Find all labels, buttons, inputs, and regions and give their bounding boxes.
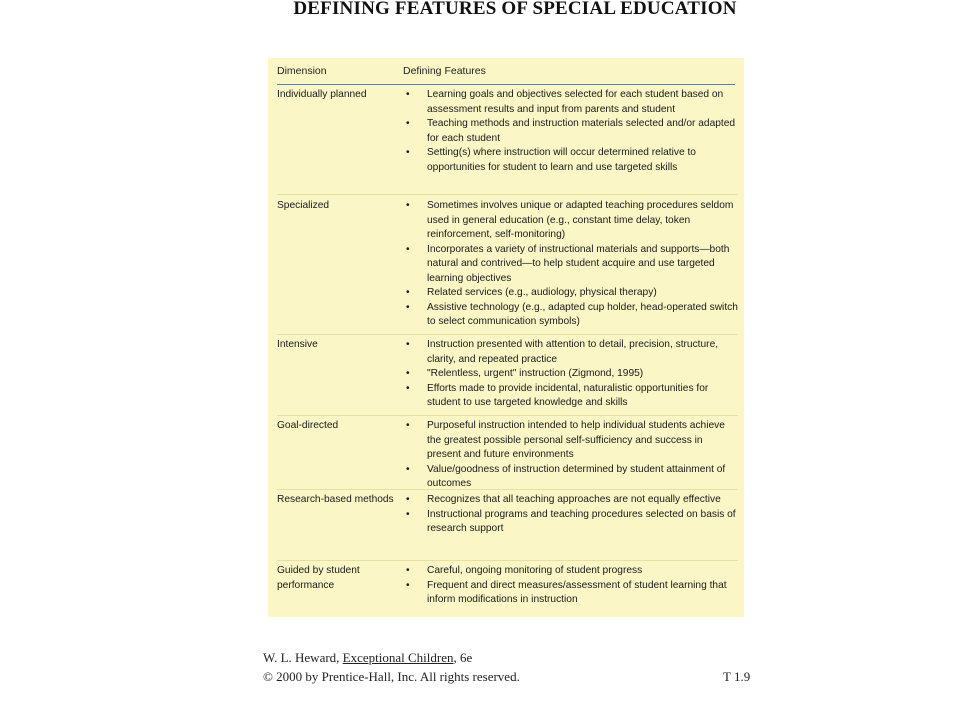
feature-item: • Setting(s) where instruction will occur determined relative to opportunities for student to learn and use targeted skills <box>403 146 738 175</box>
dimension-cell: Goal-directed <box>277 420 339 431</box>
citation-author: W. L. Heward, <box>263 650 340 665</box>
feature-item: • Frequent and direct measures/assessment of student learning that inform modifications in instruction <box>403 579 738 608</box>
feature-item: • Careful, ongoing monitoring of student progress <box>403 564 738 579</box>
feature-item: • Efforts made to provide incidental, naturalistic opportunities for student to use targeted knowledge and skills <box>403 382 738 411</box>
dimension-cell: Guided by student performance <box>277 565 360 591</box>
feature-item: • Value/goodness of instruction determined by student attainment of outcomes <box>403 463 738 492</box>
feature-item: • Incorporates a variety of instructional materials and supports—both natural and contrived—to help student acquire and use targeted learning objectives <box>403 243 738 287</box>
dimension-cell: Specialized <box>277 200 330 211</box>
feature-item: • Teaching methods and instruction materials selected and/or adapted for each student <box>403 117 738 146</box>
page-title: DEFINING FEATURES OF SPECIAL EDUCATION <box>293 0 737 19</box>
feature-item: • Instructional programs and teaching procedures selected on basis of research support <box>403 508 738 537</box>
row-divider <box>277 560 738 561</box>
row-divider <box>277 489 738 490</box>
features-cell <box>403 199 738 330</box>
feature-item: • Instruction presented with attention to detail, precision, structure, clarity, and repeated practice <box>403 338 738 367</box>
features-table <box>268 58 744 617</box>
feature-item: • Assistive technology (e.g., adapted cup holder, head-operated switch to select communication symbols) <box>403 301 738 330</box>
row-divider <box>277 415 738 416</box>
transparency-number: T 1.9 <box>723 669 751 684</box>
features-cell <box>403 338 738 411</box>
feature-item: • Sometimes involves unique or adapted teaching procedures seldom used in general education (e.g., constant time delay, token reinforcement, self-monitoring) <box>403 199 738 243</box>
citation-edition: , 6e <box>453 650 473 665</box>
dimension-cell: Intensive <box>277 339 318 350</box>
copyright-line: © 2000 by Prentice-Hall, Inc. All rights reserved. <box>263 669 520 684</box>
row-divider <box>277 194 738 195</box>
citation-line <box>263 650 472 666</box>
features-cell <box>403 419 738 492</box>
citation-book-title: Exceptional Children <box>342 650 454 665</box>
header-dimension: Dimension <box>277 65 327 77</box>
header-defining-features: Defining Features <box>403 65 486 77</box>
dimension-cell: Individually planned <box>277 89 367 100</box>
feature-item: • Recognizes that all teaching approaches are not equally effective <box>403 493 738 508</box>
feature-item: • Purposeful instruction intended to help individual students achieve the greatest possible personal self-sufficiency and success in present and future environments <box>403 419 738 463</box>
feature-item: • Related services (e.g., audiology, physical therapy) <box>403 286 738 301</box>
features-cell <box>403 493 738 537</box>
feature-item: • "Relentless, urgent" instruction (Zigmond, 1995) <box>403 367 738 382</box>
features-cell <box>403 88 738 175</box>
features-cell <box>403 564 738 608</box>
feature-item: • Learning goals and objectives selected for each student based on assessment results and input from parents and student <box>403 88 738 117</box>
table-header <box>277 64 735 85</box>
dimension-cell: Research-based methods <box>277 494 394 505</box>
row-divider <box>277 334 738 335</box>
